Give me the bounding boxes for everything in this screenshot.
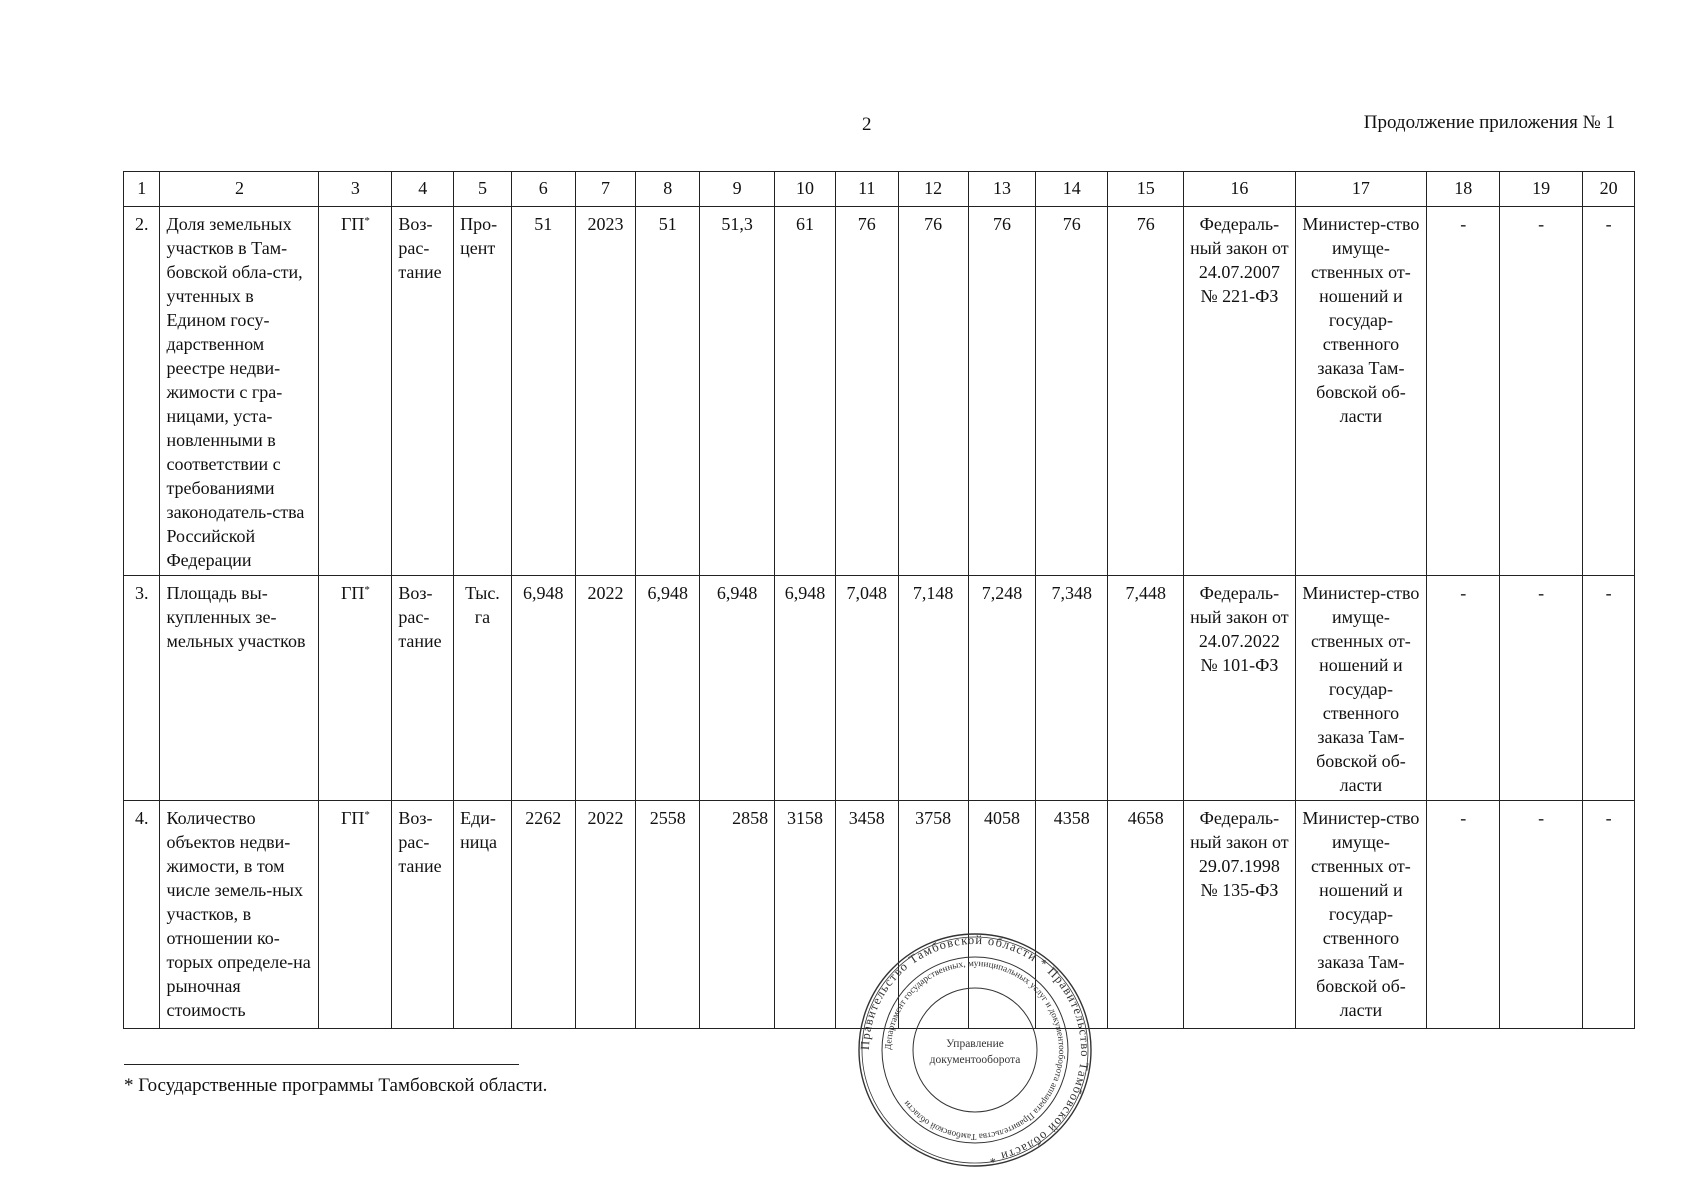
column-number: 8 bbox=[636, 172, 700, 207]
column-number: 10 bbox=[775, 172, 836, 207]
value-cell: 51,3 bbox=[700, 207, 775, 576]
value-cell: 2022 bbox=[575, 801, 636, 1029]
value-cell: 3458 bbox=[835, 801, 898, 1029]
unit: Еди-ница bbox=[454, 801, 512, 1029]
column-number: 3 bbox=[319, 172, 392, 207]
column-number-row bbox=[124, 172, 1635, 207]
value-cell: 6,948 bbox=[636, 576, 700, 801]
value-cell: 3758 bbox=[898, 801, 968, 1029]
column-number: 11 bbox=[835, 172, 898, 207]
responsible-body: Министер-ство имуще-ственных от-ношений и государ-ственного заказа Там-бовской об-ласти bbox=[1295, 207, 1427, 576]
footnote-divider bbox=[124, 1064, 519, 1065]
value-cell: 2023 bbox=[575, 207, 636, 576]
value-cell: 4358 bbox=[1036, 801, 1108, 1029]
program-code: ГП bbox=[340, 214, 365, 234]
legal-basis: Федераль-ный закон от 24.07.2022 № 101-ФЗ bbox=[1184, 576, 1295, 801]
table-row bbox=[124, 207, 1635, 576]
unit: Про-цент bbox=[454, 207, 512, 576]
value-cell: 76 bbox=[1108, 207, 1184, 576]
program-cell bbox=[319, 576, 392, 801]
column-number: 6 bbox=[511, 172, 575, 207]
footnote: * Государственные программы Тамбовской области. bbox=[124, 1075, 548, 1096]
column-number: 5 bbox=[454, 172, 512, 207]
program-cell bbox=[319, 801, 392, 1029]
value-cell: - bbox=[1500, 207, 1583, 576]
indicator-name: Площадь вы-купленных зе-мельных участков bbox=[160, 576, 319, 801]
official-seal-stamp bbox=[855, 930, 1095, 1170]
column-number: 17 bbox=[1295, 172, 1427, 207]
value-cell: 2858 bbox=[700, 801, 775, 1029]
column-number: 15 bbox=[1108, 172, 1184, 207]
column-number: 7 bbox=[575, 172, 636, 207]
value-cell: - bbox=[1500, 576, 1583, 801]
value-cell: 7,048 bbox=[835, 576, 898, 801]
responsible-body: Министер-ство имуще-ственных от-ношений и государ-ственного заказа Там-бовской об-ласти bbox=[1295, 801, 1427, 1029]
column-number: 2 bbox=[160, 172, 319, 207]
stamp-outer-text: Правительство Тамбовской области * Правительство Тамбовской области * bbox=[857, 932, 1093, 1167]
value-cell: 6,948 bbox=[775, 576, 836, 801]
indicator-name: Доля земельных участков в Там-бовской обла-сти, учтенных в Едином госу-дарственном реестре недви-жимости с гра-ницами, уста-новленными в соответствии с требованиями законодатель-ства Российской Федерации bbox=[160, 207, 319, 576]
value-cell: 6,948 bbox=[511, 576, 575, 801]
value-cell: 3158 bbox=[775, 801, 836, 1029]
value-cell: 7,148 bbox=[898, 576, 968, 801]
value-cell: 7,348 bbox=[1036, 576, 1108, 801]
value-cell: 2262 bbox=[511, 801, 575, 1029]
value-cell: 2558 bbox=[636, 801, 700, 1029]
value-cell: 76 bbox=[1036, 207, 1108, 576]
value-cell: 76 bbox=[968, 207, 1036, 576]
value-cell: 51 bbox=[636, 207, 700, 576]
program-code: ГП bbox=[340, 808, 365, 828]
value-cell: 76 bbox=[835, 207, 898, 576]
column-number: 12 bbox=[898, 172, 968, 207]
indicators-table bbox=[123, 171, 1635, 1029]
value-cell: 4658 bbox=[1108, 801, 1184, 1029]
program-footnote-mark: * bbox=[364, 215, 370, 227]
column-number: 4 bbox=[392, 172, 454, 207]
value-cell: 51 bbox=[511, 207, 575, 576]
column-number: 16 bbox=[1184, 172, 1295, 207]
value-cell: 76 bbox=[898, 207, 968, 576]
table-row bbox=[124, 576, 1635, 801]
appendix-continuation-note: Продолжение приложения № 1 bbox=[1363, 112, 1615, 133]
page-number: 2 bbox=[862, 114, 872, 135]
program-cell bbox=[319, 207, 392, 576]
program-code: ГП bbox=[340, 583, 365, 603]
value-cell: 4058 bbox=[968, 801, 1036, 1029]
column-number: 14 bbox=[1036, 172, 1108, 207]
trend: Воз-рас-тание bbox=[392, 207, 454, 576]
indicator-name: Количество объектов недви-жимости, в том числе земель-ных участков, в отношении ко-торых определе-на рыночная стоимость bbox=[160, 801, 319, 1029]
row-number: 3. bbox=[124, 576, 160, 801]
value-cell: - bbox=[1583, 207, 1635, 576]
stamp-inner-text: Департамент государственных, муниципальных услуг и документооборота аппарата Правительства Тамбовской области bbox=[882, 957, 1068, 1143]
column-number: 9 bbox=[700, 172, 775, 207]
column-number: 19 bbox=[1500, 172, 1583, 207]
column-number: 1 bbox=[124, 172, 160, 207]
unit: Тыс. га bbox=[454, 576, 512, 801]
column-number: 20 bbox=[1583, 172, 1635, 207]
value-cell: 2022 bbox=[575, 576, 636, 801]
trend: Воз-рас-тание bbox=[392, 576, 454, 801]
value-cell: - bbox=[1427, 576, 1500, 801]
trend: Воз-рас-тание bbox=[392, 801, 454, 1029]
value-cell: - bbox=[1427, 207, 1500, 576]
legal-basis: Федераль-ный закон от 29.07.1998 № 135-ФЗ bbox=[1184, 801, 1295, 1029]
stamp-center-line-2: документооборота bbox=[929, 1054, 1021, 1066]
stamp-center-line-1: Управление bbox=[946, 1038, 1004, 1050]
value-cell: 61 bbox=[775, 207, 836, 576]
program-footnote-mark: * bbox=[364, 809, 370, 821]
column-number: 18 bbox=[1427, 172, 1500, 207]
value-cell: - bbox=[1427, 801, 1500, 1029]
program-footnote-mark: * bbox=[364, 584, 370, 596]
responsible-body: Министер-ство имуще-ственных от-ношений и государ-ственного заказа Там-бовской об-ласти bbox=[1295, 576, 1427, 801]
row-number: 4. bbox=[124, 801, 160, 1029]
column-number: 13 bbox=[968, 172, 1036, 207]
value-cell: - bbox=[1500, 801, 1583, 1029]
value-cell: - bbox=[1583, 801, 1635, 1029]
value-cell: 6,948 bbox=[700, 576, 775, 801]
legal-basis: Федераль-ный закон от 24.07.2007 № 221-ФЗ bbox=[1184, 207, 1295, 576]
value-cell: 7,248 bbox=[968, 576, 1036, 801]
value-cell: 7,448 bbox=[1108, 576, 1184, 801]
row-number: 2. bbox=[124, 207, 160, 576]
value-cell: - bbox=[1583, 576, 1635, 801]
